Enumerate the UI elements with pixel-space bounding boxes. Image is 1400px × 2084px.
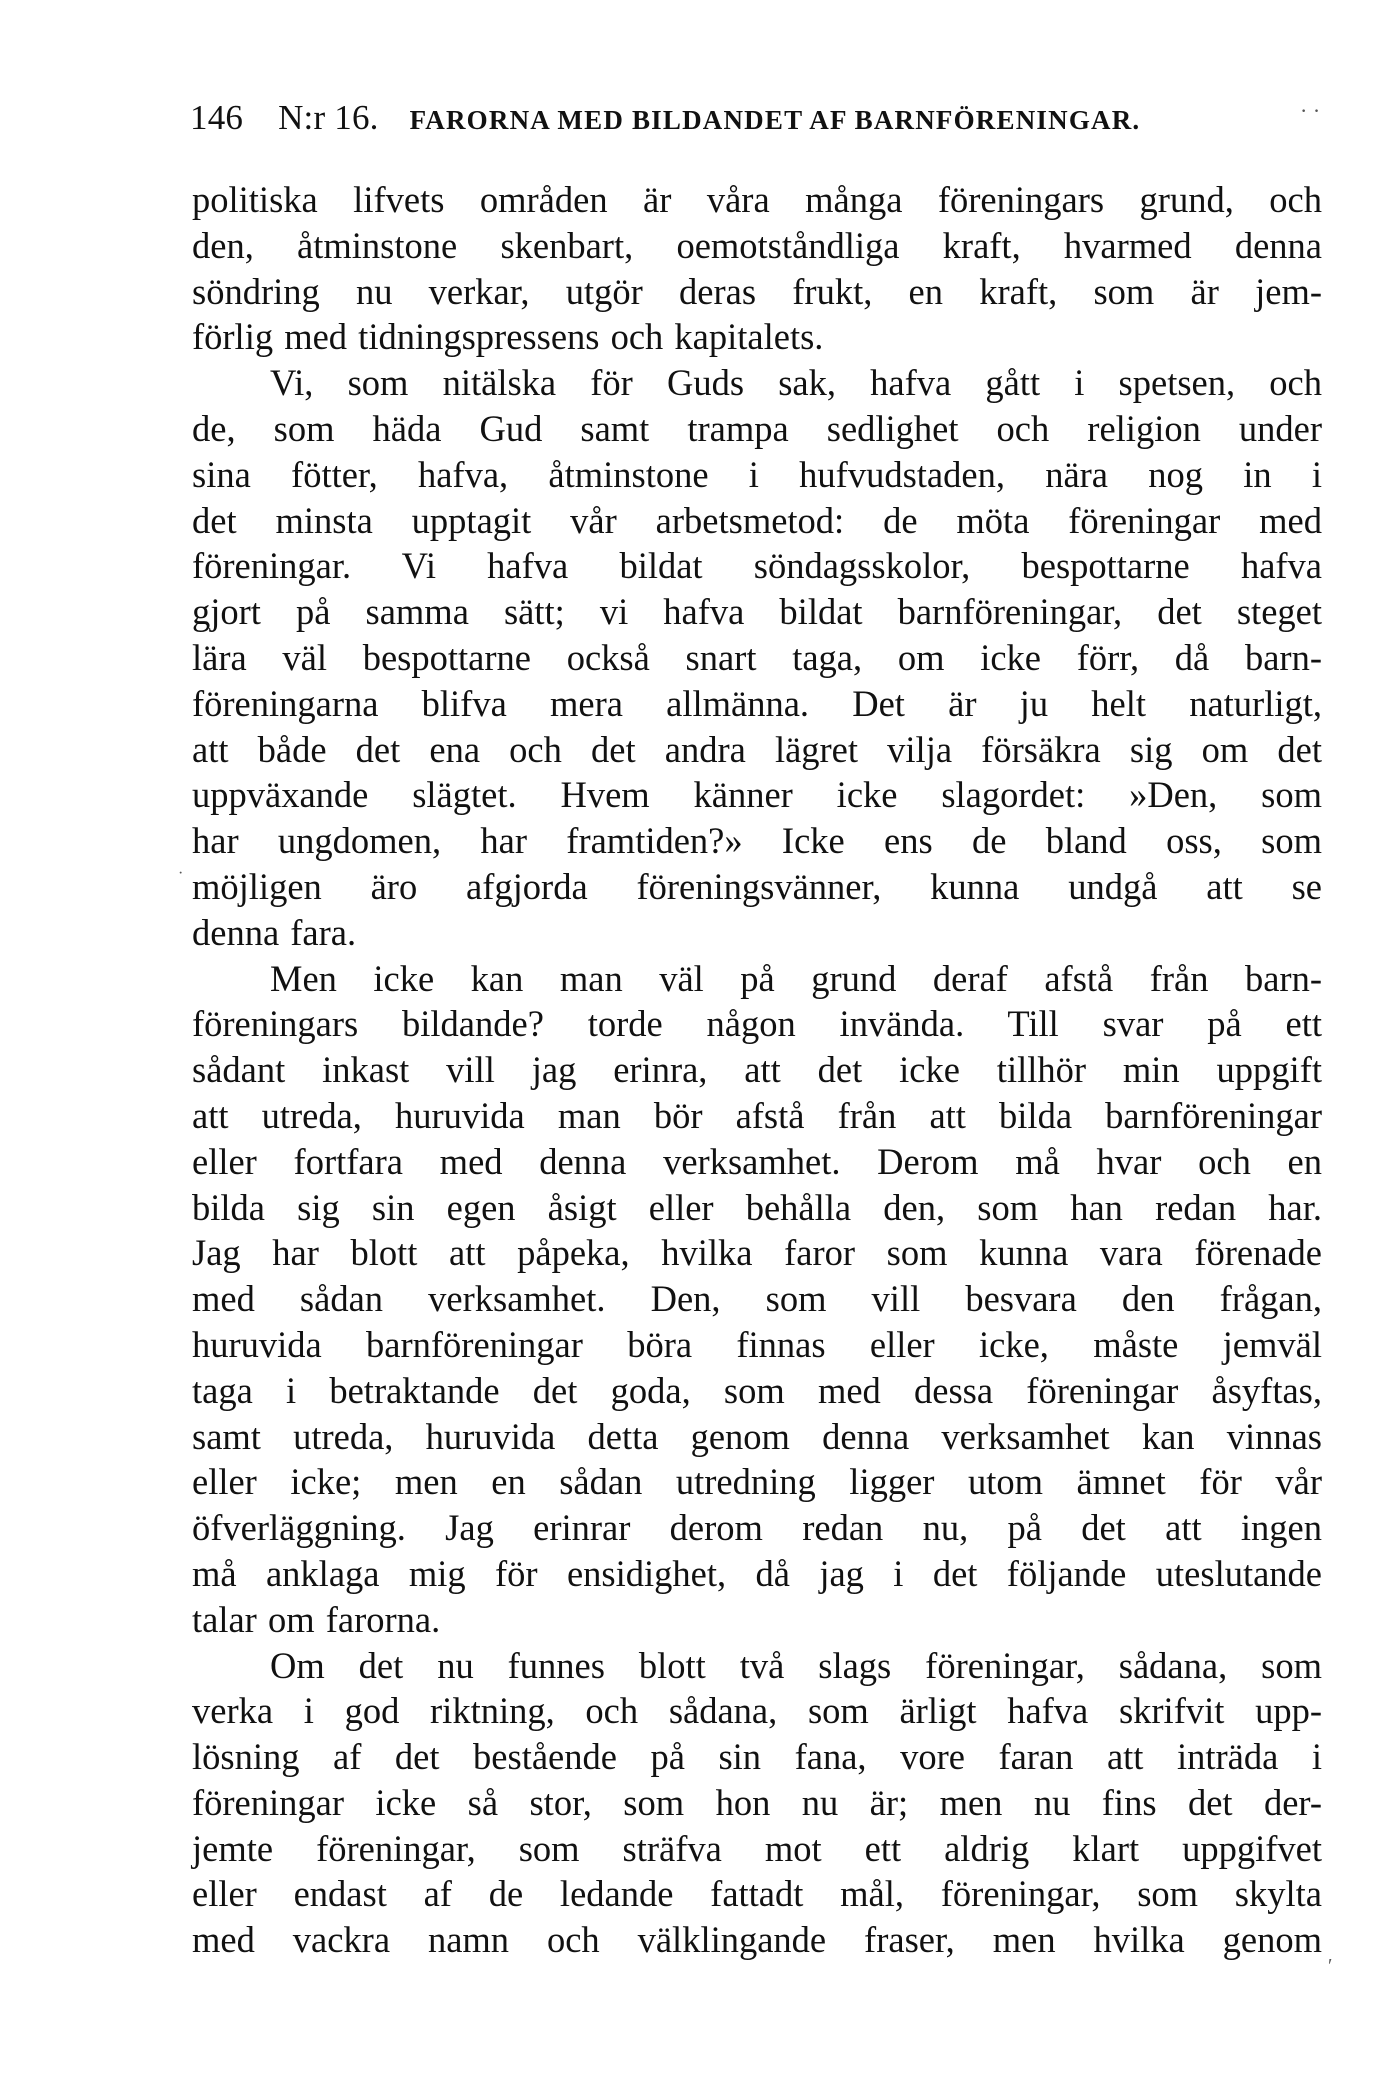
text-line: har ungdomen, har framtiden?» Icke ens de bland oss, som [192,820,1322,862]
text-line: denna fara. [192,911,357,953]
text-line: jemte föreningar, som sträfva mot ett aldrig klart uppgifvet [192,1827,1322,1869]
text-line: lära väl bespottarne också snart taga, om icke förr, då barn- [192,636,1322,678]
text-line: att utreda, huruvida man bör afstå från att bilda barnföreningar [192,1094,1322,1136]
text-line: föreningarna blifva mera allmänna. Det är ju helt naturligt, [192,682,1322,724]
issue-number: N:r 16. [278,98,379,137]
text-line: Men icke kan man väl på grund deraf afstå från barn- [270,957,1322,999]
text-line: föreningars bildande? torde någon invända. Till svar på ett [192,1003,1322,1045]
text-line: möjligen äro afgjorda föreningsvänner, kunna undgå att se [192,865,1322,907]
text-line: taga i betraktande det goda, som med dessa föreningar åsyftas, [192,1369,1322,1411]
text-line: lösning af det bestående på sin fana, vore faran att inträda i [192,1736,1322,1778]
running-title: FARORNA MED BILDANDET AF BARNFÖRENINGAR. [409,105,1141,135]
text-line: samt utreda, huruvida detta genom denna verksamhet kan vinnas [192,1415,1322,1457]
print-speck-mark: ′ [1328,1955,1333,1977]
text-line: föreningar. Vi hafva bildat söndagsskolor, bespottarne hafva [192,545,1322,587]
text-line: den, åtminstone skenbart, oemotståndliga kraft, hvarmed denna [192,224,1322,266]
text-line: eller fortfara med denna verksamhet. Derom må hvar och en [192,1140,1322,1182]
text-line: talar om farorna. [192,1598,441,1640]
text-line: Vi, som nitälska för Guds sak, hafva gått i spetsen, och [270,362,1322,404]
text-line: politiska lifvets områden är våra många föreningars grund, och [192,179,1322,220]
text-line: med sådan verksamhet. Den, som vill besvara den frågan, [192,1278,1322,1320]
text-line: öfverläggning. Jag erinrar derom redan nu, på det att ingen [192,1507,1322,1549]
text-line: eller icke; men en sådan utredning ligger utom ämnet för vår [192,1461,1322,1503]
text-line: de, som häda Gud samt trampa sedlighet och religion under [192,407,1322,449]
print-speck-mark: · · [1300,98,1321,123]
text-line: med vackra namn och välklingande fraser, men hvilka genom [192,1919,1322,1961]
text-line: föreningar icke så stor, som hon nu är; men nu fins det der- [192,1781,1322,1823]
text-line: verka i god riktning, och sådana, som ärligt hafva skrifvit upp- [192,1690,1322,1732]
text-line: eller endast af de ledande fattadt mål, föreningar, som skylta [192,1873,1322,1915]
text-line: bilda sig sin egen åsigt eller behålla den, som han redan har. [192,1186,1322,1228]
text-line: huruvida barnföreningar böra finnas eller icke, måste jemväl [192,1323,1322,1365]
text-line: sådant inkast vill jag erinra, att det icke tillhör min uppgift [192,1049,1322,1091]
print-speck-mark: · [178,865,184,882]
body-text [192,177,1322,1963]
text-line: må anklaga mig för ensidighet, då jag i det följande uteslutande [192,1552,1322,1594]
text-line: Jag har blott att påpeka, hvilka faror som kunna vara förenade [192,1232,1322,1274]
running-header [190,98,1340,148]
text-line: det minsta upptagit vår arbetsmetod: de möta föreningar med [192,499,1322,541]
text-line: Om det nu funnes blott två slags föreningar, sådana, som [270,1644,1322,1686]
text-line: söndring nu verkar, utgör deras frukt, en kraft, som är jem- [192,270,1322,312]
text-line: att både det ena och det andra lägret vilja försäkra sig om det [192,728,1322,770]
text-line: gjort på samma sätt; vi hafva bildat barnföreningar, det steget [192,591,1322,633]
text-line: förlig med tidningspressens och kapitalets. [192,316,824,358]
text-line: uppväxande slägtet. Hvem känner icke slagordet: »Den, som [192,774,1322,816]
text-line: sina fötter, hafva, åtminstone i hufvudstaden, nära nog in i [192,453,1322,495]
page-number: 146 [190,98,244,137]
